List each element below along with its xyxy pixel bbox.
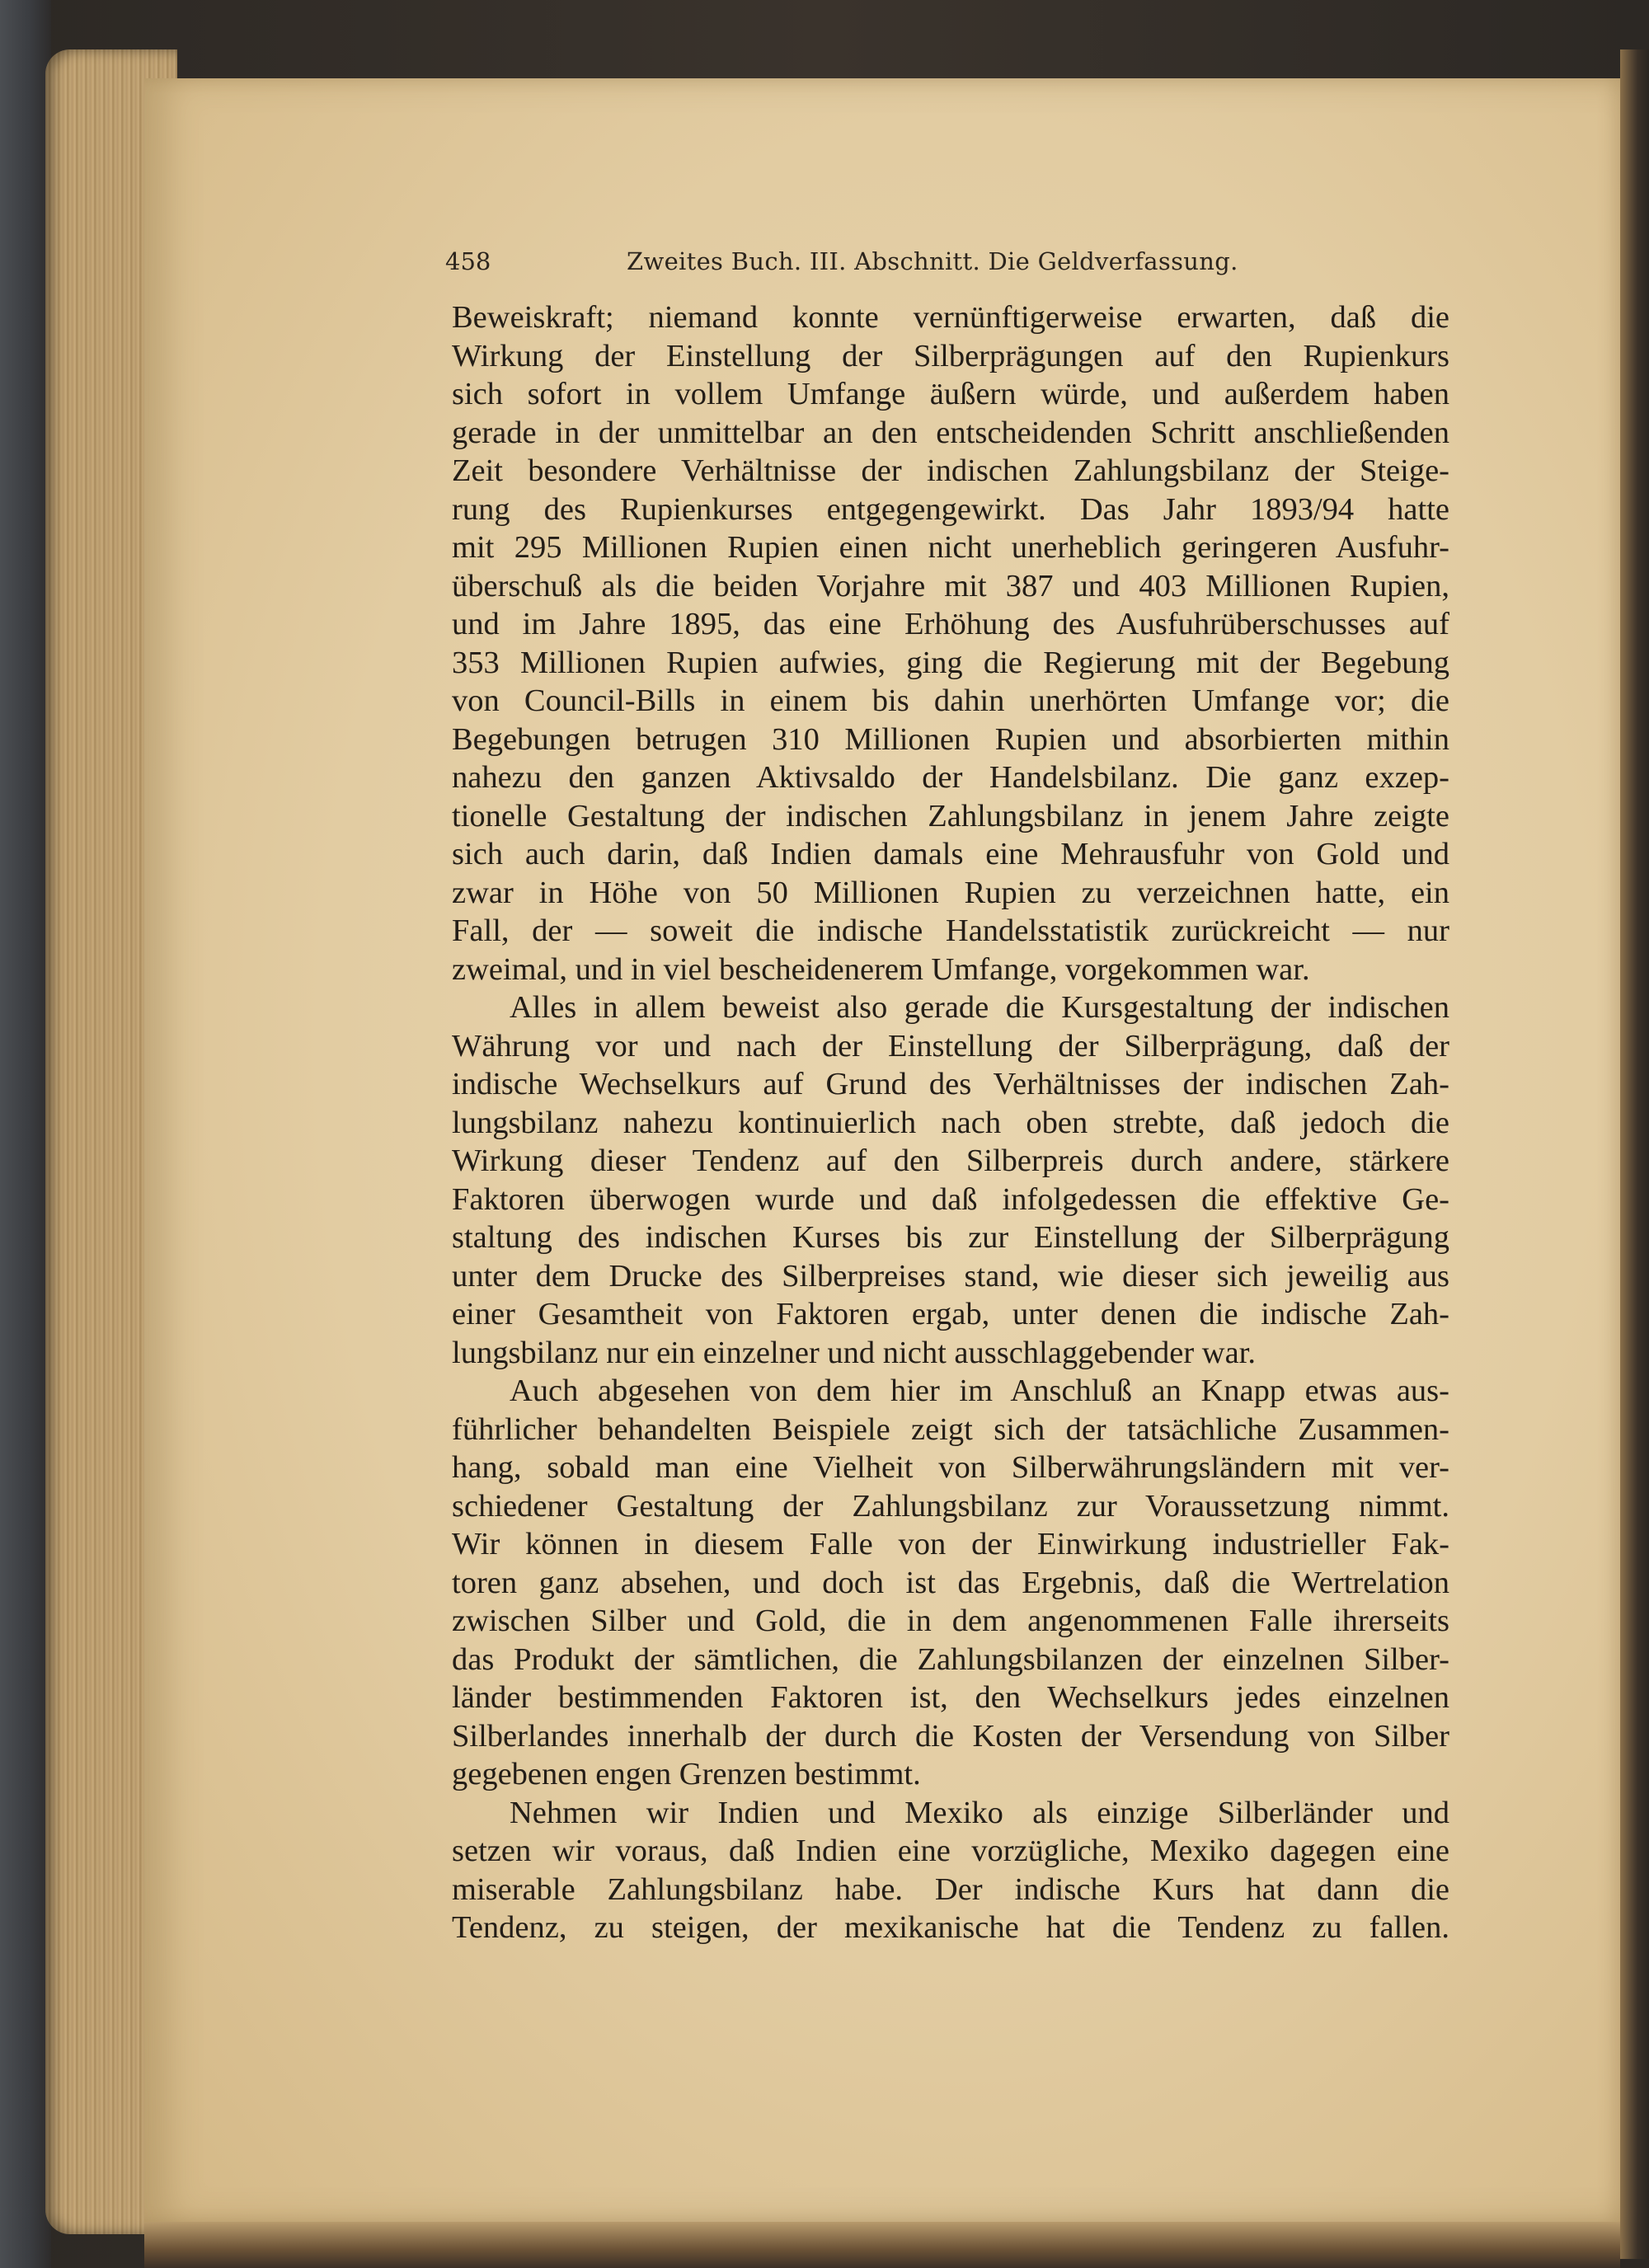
text-line: führlicher behandelten Beispiele zeigt sich der tatsächliche Zusammen-: [452, 1411, 1449, 1447]
text-line: Wir können in diesem Falle von der Einwirkung industrieller Fak-: [452, 1527, 1449, 1561]
text-line: hang, sobald man eine Vielheit von Silberwährungsländern mit ver-: [452, 1450, 1449, 1485]
text-line: länder bestimmenden Faktoren ist, den Wechselkurs jedes einzelnen: [452, 1680, 1449, 1715]
book-cover-edge: [0, 0, 51, 2268]
body-text: [452, 298, 1449, 1947]
paragraph-end-line: lungsbilanz nur ein einzelner und nicht ausschlaggebender war.: [452, 1335, 1257, 1370]
text-line: Tendenz, zu steigen, der mexikanische hat die Tendenz zu fallen.: [452, 1910, 1449, 1945]
text-line: einer Gesamtheit von Faktoren ergab, unter denen die indische Zah-: [452, 1297, 1449, 1331]
page-number: 458: [445, 247, 491, 275]
text-line: Wirkung der Einstellung der Silberprägungen auf den Rupienkurs: [452, 338, 1449, 373]
text-line: sich auch darin, daß Indien damals eine Mehrausfuhr von Gold und: [452, 837, 1449, 871]
text-line: Wirkung dieser Tendenz auf den Silberpreis durch andere, stärkere: [452, 1143, 1449, 1178]
paragraph-end-line: gegebenen engen Grenzen bestimmt.: [452, 1757, 921, 1791]
text-line: Fall, der — soweit die indische Handelsstatistik zurückreicht — nur: [452, 913, 1449, 948]
text-line: miserable Zahlungsbilanz habe. Der indische Kurs hat dann die: [452, 1871, 1449, 1907]
text-line: Zeit besondere Verhältnisse der indischen Zahlungsbilanz der Steige-: [452, 453, 1449, 488]
text-line: Beweiskraft; niemand konnte vernünftigerweise erwarten, daß die: [452, 300, 1449, 335]
paragraph-start-line: Alles in allem beweist also gerade die Kursgestaltung der indischen: [510, 990, 1449, 1025]
text-line: sich sofort in vollem Umfange äußern würde, und außerdem haben: [452, 377, 1449, 411]
text-line: Begebungen betrugen 310 Millionen Rupien und absorbierten mithin: [452, 721, 1449, 757]
text-line: staltung des indischen Kurses bis zur Einstellung der Silberprägung: [452, 1220, 1449, 1255]
text-line: Silberlandes innerhalb der durch die Kosten der Versendung von Silber: [452, 1718, 1449, 1754]
text-line: tionelle Gestaltung der indischen Zahlungsbilanz in jenem Jahre zeigte: [452, 798, 1449, 833]
text-line: lungsbilanz nahezu kontinuierlich nach oben strebte, daß jedoch die: [452, 1105, 1449, 1140]
text-line: nahezu den ganzen Aktivsaldo der Handelsbilanz. Die ganz exzep-: [452, 760, 1449, 795]
text-line: und im Jahre 1895, das eine Erhöhung des Ausfuhrüberschusses auf: [452, 607, 1449, 641]
text-line: Faktoren überwogen wurde und daß infolgedessen die effektive Ge-: [452, 1181, 1449, 1217]
text-line: Währung vor und nach der Einstellung der Silberprägung, daß der: [452, 1028, 1449, 1064]
text-line: toren ganz absehen, und doch ist das Ergebnis, daß die Wertrelation: [452, 1565, 1449, 1600]
text-line: mit 295 Millionen Rupien einen nicht unerheblich geringeren Ausfuhr-: [452, 530, 1449, 565]
book-spine-right: [1620, 49, 1649, 2259]
text-line: rung des Rupienkurses entgegengewirkt. Das Jahr 1893/94 hatte: [452, 491, 1449, 527]
text-line: unter dem Drucke des Silberpreises stand, wie dieser sich jeweilig aus: [452, 1258, 1449, 1294]
text-line: das Produkt der sämtlichen, die Zahlungsbilanzen der einzelnen Silber-: [452, 1641, 1449, 1677]
text-line: 353 Millionen Rupien aufwies, ging die Regierung mit der Begebung: [452, 645, 1449, 680]
paragraph-start-line: Nehmen wir Indien und Mexiko als einzige Silberländer und: [510, 1795, 1449, 1830]
page-bottom-edge: [144, 2222, 1620, 2268]
page-header: [445, 247, 1451, 284]
text-line: zwischen Silber und Gold, die in dem angenommenen Falle ihrerseits: [452, 1604, 1449, 1638]
text-line: setzen wir voraus, daß Indien eine vorzügliche, Mexiko dagegen eine: [452, 1834, 1449, 1868]
text-line: gerade in der unmittelbar an den entscheidenden Schritt anschließenden: [452, 415, 1449, 450]
text-line: überschuß als die beiden Vorjahre mit 387 und 403 Millionen Rupien,: [452, 568, 1449, 603]
paragraph-start-line: Auch abgesehen von dem hier im Anschluß an Knapp etwas aus-: [510, 1373, 1449, 1408]
running-head: Zweites Buch. III. Abschnitt. Die Geldverfassung.: [627, 247, 1238, 275]
paragraph-end-line: zweimal, und in viel bescheidenerem Umfange, vorgekommen war.: [452, 951, 1310, 987]
text-line: zwar in Höhe von 50 Millionen Rupien zu verzeichnen hatte, ein: [452, 875, 1449, 910]
text-line: schiedener Gestaltung der Zahlungsbilanz zur Voraussetzung nimmt.: [452, 1488, 1449, 1524]
text-line: indische Wechselkurs auf Grund des Verhältnisses der indischen Zah-: [452, 1067, 1449, 1101]
text-line: von Council-Bills in einem bis dahin unerhörten Umfange vor; die: [452, 683, 1449, 718]
